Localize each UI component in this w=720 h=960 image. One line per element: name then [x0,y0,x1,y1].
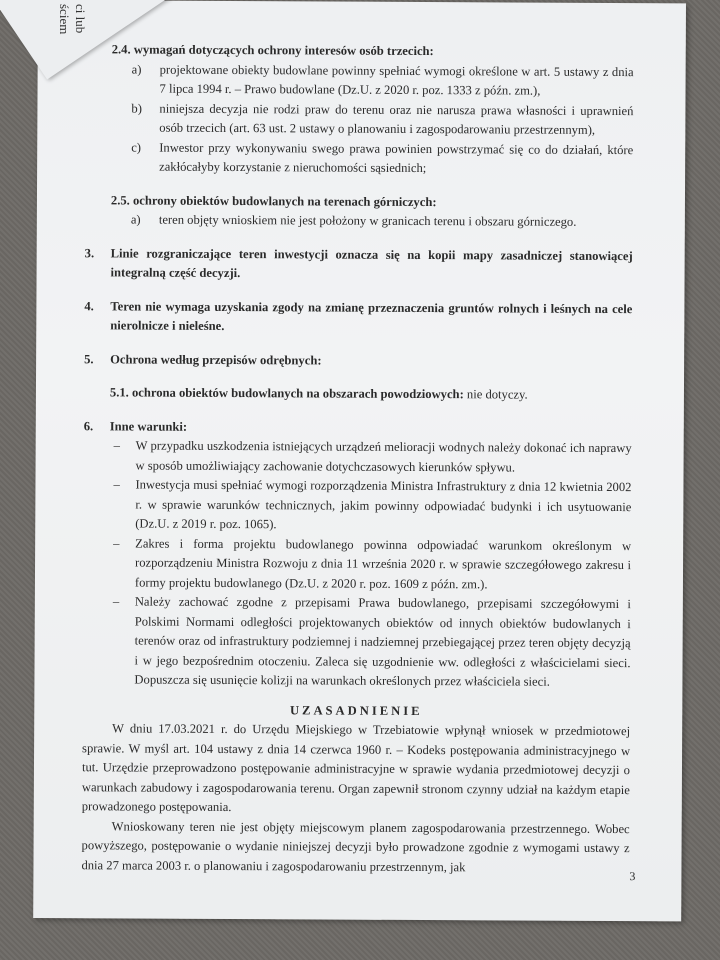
list-item: – Należy zachować zgodne z przepisami Prawa budowlanego, przepisami szczegółowymi i Polskimi Normami odległości projektowanych obiektów od innych obiektów budowlanych i terenów oraz od infrastruktury podziemnej i nadziemnej przebiegającej przez teren objęty decyzją i w jego bezpośrednim otoczeniu. Zaleca się uzgodnienie ww. odległości z właścicielami sieci. Dopuszcza się usunięcie kolizji na warunkach określonych przez właściciela sieci. [112,594,631,689]
list-item: – W przypadku uszkodzenia istniejących urządzeń melioracji wodnych należy dokonać ich naprawy w sposób umożliwiający zachowanie dotychczasowych kierunków spływu. [113,438,632,475]
section-6: 6. Inne warunki: [83,418,188,434]
document-page [33,0,686,921]
section-heading-2-5: 2.5. ochrony obiektów budowlanych na terenach górniczych: [110,192,437,209]
section-4: 4. Teren nie wymaga uzyskania zgody na zmianę przeznaczenia gruntów rolnych i leśnych na cele nierolnicze i nieleśne. [84,298,633,333]
justification-title: UZASADNIENIE [289,702,423,718]
section-heading-2-4: 2.4. wymagań dotyczących ochrony interesów osób trzecich: [111,42,434,59]
paragraph: Wnioskowany teren nie jest objęty miejscowym planem zagospodarowania przestrzennego. Wobec powyższego, postępowanie o wydanie niniejszej decyzji było prowadzone zgodnie z wymogami ustawy z dnia 27 marca 2003 r. o planowaniu i zagospodarowaniu przestrzennym, jak [81,818,630,874]
section-5: 5. Ochrona według przepisów odrębnych: [84,351,322,367]
document-content [81,40,633,878]
list-item: c) Inwestor przy wykonywaniu swego prawa powinien powstrzymać się co do działań, które zakłócałyby korzystanie z nieruchomości sąsiednich; [131,139,634,176]
list-item: b) niniejsza decyzja nie rodzi praw do terenu oraz nie narusza prawa własności i uprawnień osób trzecich (art. 63 ust. 2 ustawy o planowaniu i zagospodarowaniu przestrzennym), [131,100,634,137]
list-item: a) projektowane obiekty budowlane powinny spełniać wymogi określone w art. 5 ustawy z dnia 7 lipca 1994 r. – Prawo budowlane (Dz.U. z 2020 r. poz. 1333 z późn. zm.), [131,61,634,98]
list-item: – Zakres i forma projektu budowlanego powinna odpowiadać warunkom określonym w rozporządzeniu Ministra Rozwoju z dnia 11 września 2020 r. w sprawie szczegółowego zakresu i formy projektu budowlanego (Dz.U. z 2020 r. poz. 1609 z późn. zm.). [113,535,632,591]
corner-paper-text [28,4,88,64]
corner-line: ściem [57,4,72,35]
section-5-1: 5.1. ochrona obiektów budowlanych na obszarach powodziowych: nie dotyczy. [109,385,528,402]
page-number: 3 [629,869,636,884]
corner-line: ci lub [73,4,88,34]
paragraph: W dniu 17.03.2021 r. do Urzędu Miejskiego w Trzebiatowie wpłynął wniosek w przedmiotowej sprawie. W myśl art. 104 ustawy z dnia 14 czerwca 1960 r. – Kodeks postępowania administracyjnego w tut. Urzędzie przeprowadzono postępowanie administracyjne w sprawie wydania przedmiotowej decyzji o warunkach zabudowy i zagospodarowania terenu. Organ zapewnił stronom czynny udział na każdym etapie prowadzonego postępowania. [81,721,631,815]
list-item: a) teren objęty wnioskiem nie jest położony w granicach terenu i obszaru górniczego. [130,212,577,229]
section-3: 3. Linie rozgraniczające teren inwestycji oznacza się na kopii mapy zasadniczej stanowiącej integralną część decyzji. [84,245,633,281]
list-item: – Inwestycja musi spełniać wymogi rozporządzenia Ministra Infrastruktury z dnia 12 kwietnia 2002 r. w sprawie warunków technicznych, jakim powinny odpowiadać budynki i ich usytuowanie (Dz.U. z 2019 r. poz. 1065). [113,477,632,532]
